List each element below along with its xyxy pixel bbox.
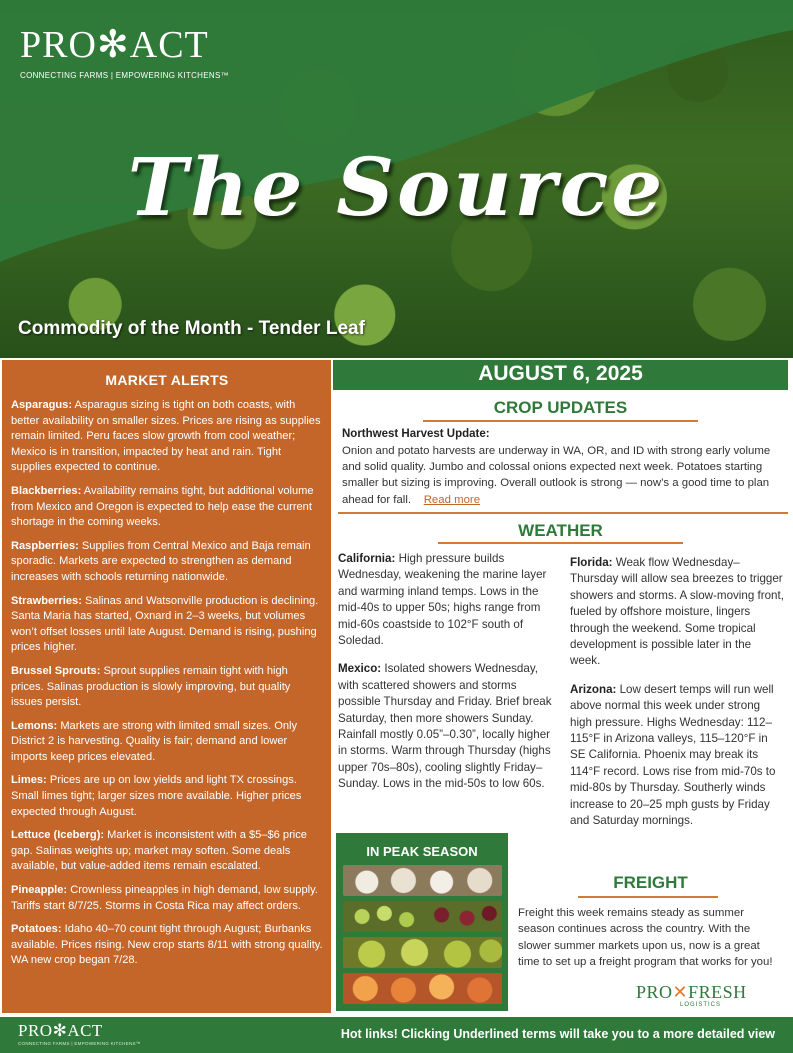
market-alert-item-name: Asparagus:: [11, 399, 73, 411]
market-alert-item-text: Crownless pineapples in high demand, low supply. Tariffs start 8/7/25. Storms in Costa Rica may affect orders.: [11, 884, 318, 912]
weather-region-text: Weak flow Wednesday–Thursday will allow sea breezes to trigger showers and storms. A slow-moving front, fueled by offshore moisture, lingers through the weekend. Some tropical development is possible later in the week.: [570, 556, 784, 668]
profresh-logo-right: FRESH: [688, 982, 747, 1002]
proact-tagline: CONNECTING FARMS | EMPOWERING KITCHENS™: [20, 71, 229, 80]
market-alert-item-name: Pineapple:: [11, 884, 68, 897]
market-alert-item: [11, 484, 323, 531]
newsletter-title: The Source: [127, 140, 666, 234]
market-alert-item: [11, 719, 323, 766]
market-alert-item-name: Lettuce (Iceberg):: [11, 829, 105, 842]
weather-region-text: High pressure builds Wednesday, weakening the marine layer and warming inland temps. Lows in the mid-40s to upper 50s; highs range from mid-60s coastside to 102°F south of Soledad.: [338, 552, 547, 648]
footer-tagline: CONNECTING FARMS | EMPOWERING KITCHENS™: [18, 1041, 141, 1046]
market-alert-item-text: Market is inconsistent with a $5–$6 price gap. Salinas weights up; market may soften. Some deals available, but value-added items remain escalated.: [11, 829, 307, 873]
market-alert-item-text: Salinas and Watsonville production is declining. Santa Maria has started, Oxnard in 2–3 weeks, but volumes won’t offset losses until late August. Demand is rising, pushing prices higher.: [11, 594, 319, 654]
profresh-logo-x: ✕: [672, 982, 689, 1002]
market-alert-item-name: Potatoes:: [11, 923, 62, 936]
commodity-of-month: Commodity of the Month - Tender Leaf: [18, 318, 365, 339]
garlic-photo: [343, 865, 502, 896]
market-alert-item-text: Sprout supplies remain tight with high prices. Salinas production is slowly improving, but quality issues persist.: [11, 664, 291, 709]
weather-region-name: Florida:: [570, 556, 613, 569]
market-alerts-list: [11, 398, 323, 969]
pears-photo: [343, 937, 502, 968]
market-alert-item: [11, 883, 323, 914]
weather-region-name: California:: [338, 552, 396, 565]
market-alert-item-text: Prices are up on low yields and light TX crossings. Small limes tight; larger sizes more available. Higher prices expected through August.: [11, 774, 302, 818]
market-alert-item-text: Idaho 40–70 count tight through August; Burbanks available. Prices rising. New crop starts 8/11 with strong quality. WA new crop began 7/28.: [11, 923, 323, 967]
market-alert-item-name: Brussel Sprouts:: [11, 664, 101, 677]
market-alert-item-name: Raspberries:: [11, 539, 79, 552]
market-alert-item: [11, 922, 323, 969]
profresh-logo: [636, 982, 747, 1003]
weather-heading: WEATHER: [518, 521, 603, 540]
crop-updates-subheading: Northwest Harvest Update:: [342, 428, 490, 440]
market-alert-item-text: Availability remains tight, but additional volume from Mexico and Oregon is expected to help ease the current shortage in the coming weeks.: [11, 484, 314, 529]
profresh-logo-left: PRO: [636, 982, 673, 1002]
weather-region-name: Mexico:: [338, 662, 382, 676]
crop-updates-body: [342, 443, 772, 508]
read-more-link[interactable]: Read more: [423, 493, 481, 506]
hero-banner: [0, 0, 793, 358]
issue-date: AUGUST 6, 2025: [333, 360, 788, 390]
market-alert-item: [11, 828, 323, 875]
peak-season-box: [336, 833, 508, 1011]
weather-right-column: [570, 555, 784, 842]
grapes-photo: [343, 901, 502, 932]
weather-region-name: Arizona:: [570, 682, 617, 696]
profresh-logistics: LOGISTICS: [680, 1002, 722, 1008]
market-alert-item: [11, 398, 323, 476]
crop-updates-text: Onion and potato harvests are underway in WA, OR, and ID with strong early volume and solid quality. Jumbo and colossal onions expected next week. Potatoes starting smaller but sizing is improving. Overall outlook is strong — now’s a good time to plan ahead for fall.: [342, 445, 771, 506]
market-alerts-panel: [2, 360, 331, 1013]
crop-updates-rule: [423, 420, 698, 422]
footer-logo: PRO✻ACT: [18, 1021, 103, 1040]
freight-rule: [578, 896, 718, 898]
market-alert-item-text: Supplies from Central Mexico and Baja remain sporadic. Markets are expected to strengthen as demand increases with schools returning nationwide.: [11, 539, 311, 583]
peak-season-heading: IN PEAK SEASON: [366, 844, 478, 859]
market-alerts-heading: MARKET ALERTS: [105, 372, 229, 388]
weather-left-column: [338, 551, 556, 805]
weather-rule: [438, 542, 683, 544]
weather-region: [338, 661, 556, 792]
market-alert-item-text: Markets are strong with limited small sizes. Only District 2 is harvesting. Quality is fair; demand and lower imports keep prices elevated.: [11, 719, 298, 763]
market-alert-item: [11, 539, 323, 586]
market-alert-item-name: Strawberries:: [11, 594, 82, 607]
weather-region-text: Isolated showers Wednesday, with scattered showers and storms possible Thursday and Friday. Brief break Saturday, then more showers Sunday. Rainfall mostly 0.05”–0.30”, locally higher in storms. Warm through Thursday (highs upper 70s–80s), cooling slightly Friday–Sunday. Lows in the mid-50s to low 60s.: [338, 662, 552, 791]
peaches-photo: [343, 973, 502, 1004]
market-alert-item: [11, 664, 323, 711]
freight-body: Freight this week remains steady as summer season continues across the country. With the slower summer markets upon us, now is a great time to set up a freight program that works for you!: [518, 907, 773, 968]
footer-bar: [0, 1017, 793, 1053]
market-alert-item-name: Limes:: [11, 774, 47, 787]
weather-region: [570, 682, 784, 830]
section-divider: [338, 512, 788, 514]
weather-region: [338, 551, 556, 649]
market-alert-item: [11, 773, 323, 820]
market-alert-item: [11, 594, 323, 656]
market-alert-item-name: Blackberries:: [11, 484, 82, 497]
proact-logo: PRO✻ACT: [20, 24, 209, 66]
weather-region: [570, 555, 784, 670]
hot-links-note: Hot links! Clicking Underlined terms will take you to a more detailed view: [340, 1027, 775, 1041]
crop-updates-heading: CROP UPDATES: [493, 398, 628, 417]
market-alert-item-name: Lemons:: [11, 719, 58, 732]
market-alert-item-text: Asparagus sizing is tight on both coasts, with better availability on smaller sizes. Prices are rising as supplies remain limited. Peru faces slow growth from cool weather; Mexico is in transition, impacted by heat and rain. Tight supplies expected to continue.: [11, 399, 321, 474]
freight-heading: FREIGHT: [613, 873, 688, 892]
weather-region-text: Low desert temps will run well above normal this week under strong high pressure. Highs Wednesday: 112–115°F in Arizona valleys, 115–120°F in SE California. Phoenix may break its 114°F record. Lows rise from mid-70s to mid-80s by Thursday. Southerly winds increase to 20–25 mph gusts by Friday and Saturday mornings.: [570, 682, 776, 828]
